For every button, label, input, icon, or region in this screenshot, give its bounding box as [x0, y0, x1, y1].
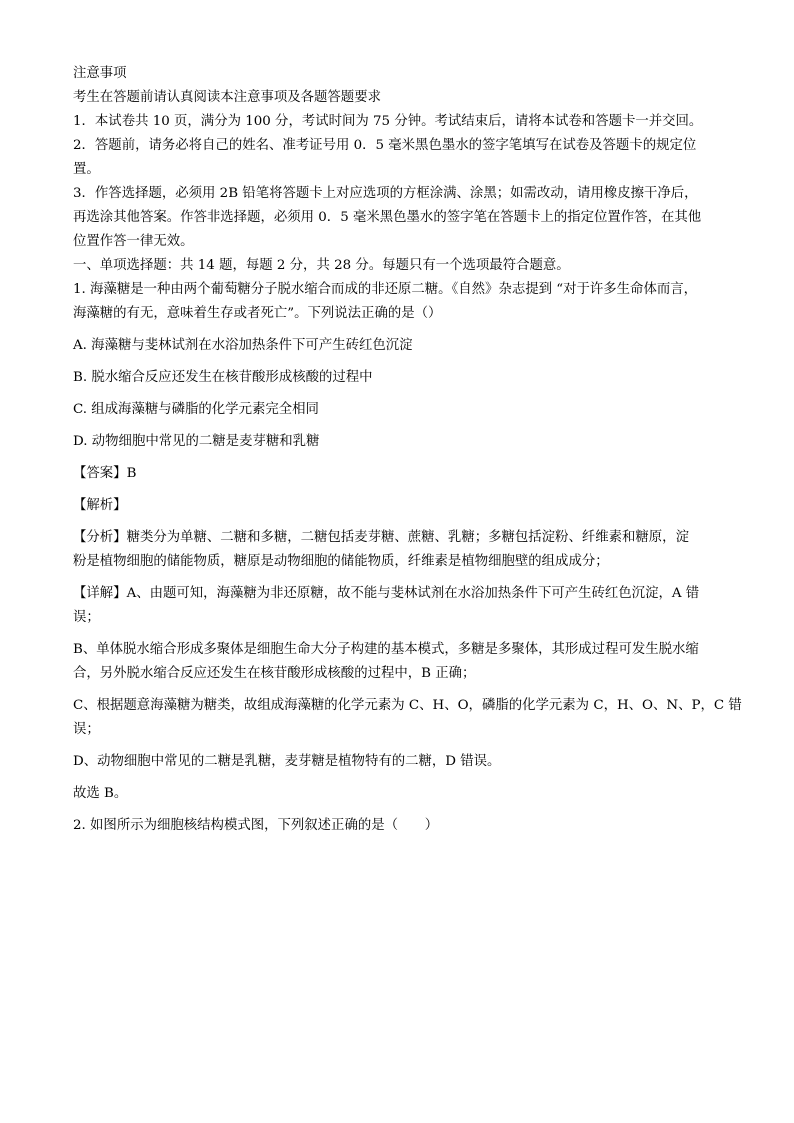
- fenxi-text-1: 糖类分为单糖、二糖和多糖，二糖包括麦芽糖、蔗糖、乳糖；多糖包括淀粉、纤维素和糖原，淀: [126, 530, 689, 545]
- xiangjie-b-line-2: 合，另外脱水缩合反应还发生在核苷酸形成核酸的过程中，B 正确；: [73, 666, 476, 681]
- xiangjie-d-line: D、动物细胞中常见的二糖是乳糖，麦芽糖是植物特有的二糖，D 错误。: [73, 754, 501, 769]
- xiangjie-c-line-2: 误；: [73, 722, 100, 737]
- exam-page: [73, 64, 742, 836]
- notice-item-1: 1．本试卷共 10 页，满分为 100 分，考试时间为 75 分钟。考试结束后，请将本试卷和答题卡一并交回。: [73, 114, 703, 129]
- xiangjie-a-line-2: 误；: [73, 610, 100, 625]
- fenxi-line-2: 粉是植物细胞的储能物质，糖原是动物细胞的储能物质，纤维素是植物细胞壁的组成成分；: [73, 554, 609, 569]
- analysis-label: 【解析】: [73, 498, 127, 513]
- question-1-stem-line-1: 1. 海藻糖是一种由两个葡萄糖分子脱水缩合而成的非还原二糖。《自然》杂志提到 “对于许多生命体而言，: [73, 282, 698, 297]
- fenxi-line-1: [73, 528, 723, 548]
- xiangjie-b-line-1: B、单体脱水缩合形成多聚体是细胞生命大分子构建的基本模式，多糖是多聚体，其形成过程可发生脱水缩: [73, 642, 699, 657]
- notice-item-3-line-3: 位置作答一律无效。: [73, 234, 194, 249]
- notice-subtitle: 考生在答题前请认真阅读本注意事项及各题答题要求: [73, 90, 381, 105]
- notice-item-2-line-1: 2．答题前，请务必将自己的姓名、准考证号用 0．5 毫米黑色墨水的签字笔填写在试卷及答题卡的规定位: [73, 138, 697, 153]
- answer-line: [73, 464, 723, 484]
- answer-value: B: [126, 466, 137, 481]
- xiangjie-label: 【详解】: [73, 586, 127, 601]
- question-1-option-c: C. 组成海藻糖与磷脂的化学元素完全相同: [73, 402, 319, 417]
- notice-title: 注意事项: [73, 66, 127, 81]
- fenxi-label: 【分析】: [73, 530, 127, 545]
- notice-item-3-line-2: 再选涂其他答案。作答非选择题，必须用 0．5 毫米黑色墨水的签字笔在答题卡上的指定位置作答，在其他: [73, 210, 702, 225]
- answer-label: 【答案】: [73, 466, 127, 481]
- notice-item-3-line-1: 3．作答选择题，必须用 2B 铅笔将答题卡上对应选项的方框涂满、涂黑；如需改动，请用橡皮擦干净后，: [73, 186, 698, 201]
- xiangjie-c-line-1: C、根据题意海藻糖为糖类，故组成海藻糖的化学元素为 C、H、O，磷脂的化学元素为 C，H、O、N、P，C 错: [73, 698, 742, 713]
- xiangjie-a-text-1: A、由题可知，海藻糖为非还原糖，故不能与斐林试剂在水浴加热条件下可产生砖红色沉淀，A 错: [126, 586, 700, 601]
- conclusion-line: 故选 B。: [73, 786, 128, 801]
- question-2-stem: 2. 如图所示为细胞核结构模式图，下列叙述正确的是（ ）: [73, 818, 439, 833]
- question-1-option-d: D. 动物细胞中常见的二糖是麦芽糖和乳糖: [73, 434, 320, 449]
- xiangjie-a-line-1: [73, 584, 723, 604]
- section-heading: 一、单项选择题：共 14 题，每题 2 分，共 28 分。每题只有一个选项最符合题意。: [73, 258, 570, 273]
- question-1-option-b: B. 脱水缩合反应还发生在核苷酸形成核酸的过程中: [73, 370, 373, 385]
- notice-item-2-line-2: 置。: [73, 162, 100, 177]
- question-1-option-a: A. 海藻糖与斐林试剂在水浴加热条件下可产生砖红色沉淀: [73, 338, 413, 353]
- question-1-stem-line-2: 海藻糖的有无，意味着生存或者死亡”。下列说法正确的是（）: [73, 306, 442, 321]
